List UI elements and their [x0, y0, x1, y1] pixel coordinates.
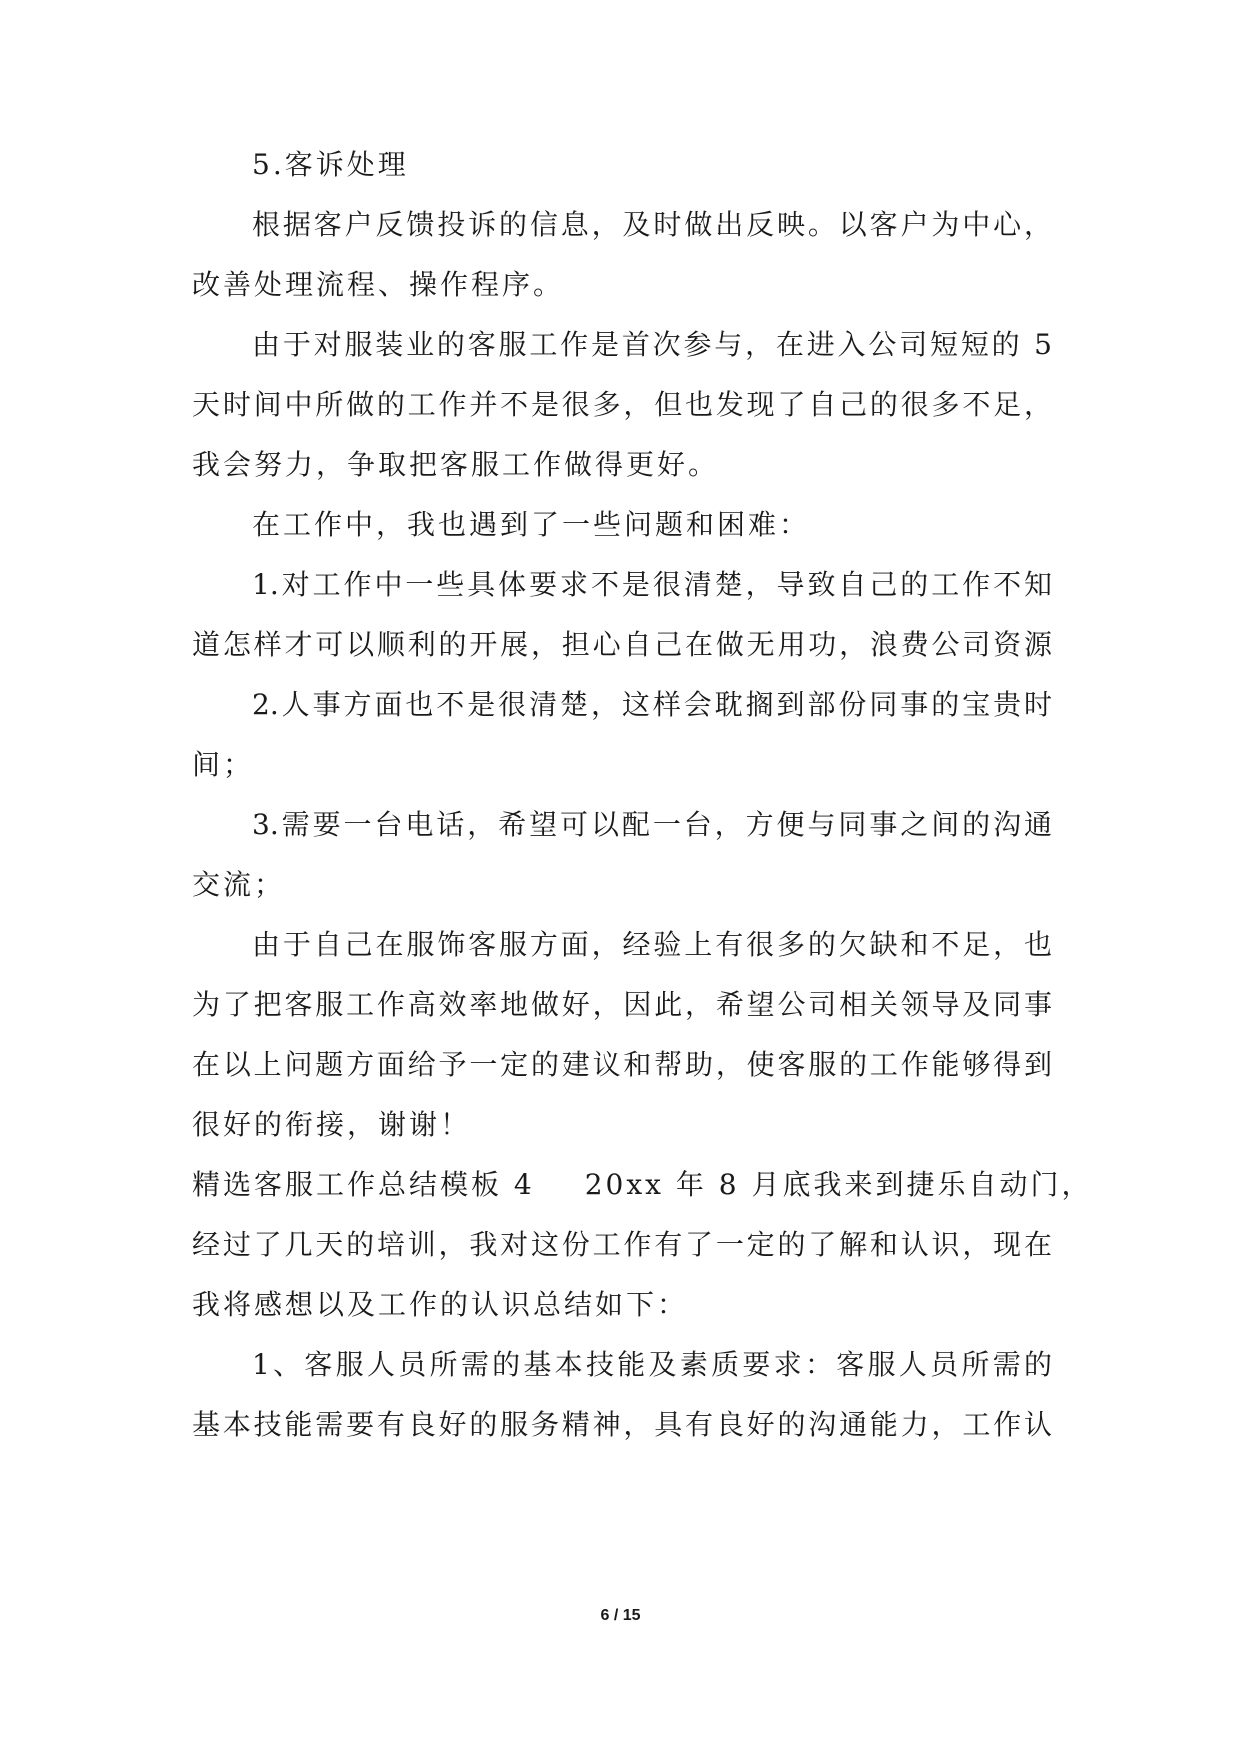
- paragraph-line: 在工作中，我也遇到了一些问题和困难：: [252, 508, 811, 541]
- paragraph-line: 交流；: [192, 868, 286, 901]
- subheading-complaint-handling: 5.客诉处理: [252, 148, 409, 181]
- paragraph-line: 由于自己在服饰客服方面，经验上有很多的欠缺和不足，也: [252, 928, 1052, 961]
- list-item-1: 1.对工作中一些具体要求不是很清楚，导致自己的工作不知: [252, 568, 1052, 601]
- paragraph-line: 改善处理流程、操作程序。: [192, 268, 565, 301]
- list-item-3: 3.需要一台电话，希望可以配一台，方便与同事之间的沟通: [252, 808, 1052, 841]
- paragraph-line: 道怎样才可以顺利的开展，担心自己在做无用功，浪费公司资源: [192, 628, 1052, 661]
- list-item-2: 2.人事方面也不是很清楚，这样会耽搁到部份同事的宝贵时: [252, 688, 1052, 721]
- paragraph-line: 我将感想以及工作的认识总结如下：: [192, 1288, 689, 1321]
- section-heading-line: [192, 1165, 1093, 1205]
- paragraph-line: 根据客户反馈投诉的信息，及时做出反映。以客户为中心，: [252, 208, 1052, 241]
- paragraph-line: 很好的衔接，谢谢！: [192, 1108, 472, 1141]
- paragraph-line: 我会努力，争取把客服工作做得更好。: [192, 448, 720, 481]
- paragraph-line: 1、客服人员所需的基本技能及素质要求：客服人员所需的: [252, 1348, 1052, 1381]
- paragraph-line: 由于对服装业的客服工作是首次参与，在进入公司短短的 5: [252, 328, 1052, 361]
- paragraph-line: 为了把客服工作高效率地做好，因此，希望公司相关领导及同事: [192, 988, 1052, 1021]
- page-number: 6 / 15: [600, 1607, 641, 1624]
- paragraph-line: 基本技能需要有良好的服务精神，具有良好的沟通能力，工作认: [192, 1408, 1052, 1441]
- section-title: 精选客服工作总结模板 4: [192, 1168, 535, 1201]
- paragraph-line: 间；: [192, 748, 255, 781]
- paragraph-line: 天时间中所做的工作并不是很多，但也发现了自己的很多不足，: [192, 388, 1052, 421]
- paragraph-line: 在以上问题方面给予一定的建议和帮助，使客服的工作能够得到: [192, 1048, 1052, 1081]
- section-intro-text: 20xx 年 8 月底我来到捷乐自动门，: [584, 1168, 1093, 1201]
- paragraph-line: 经过了几天的培训，我对这份工作有了一定的了解和认识，现在: [192, 1228, 1052, 1261]
